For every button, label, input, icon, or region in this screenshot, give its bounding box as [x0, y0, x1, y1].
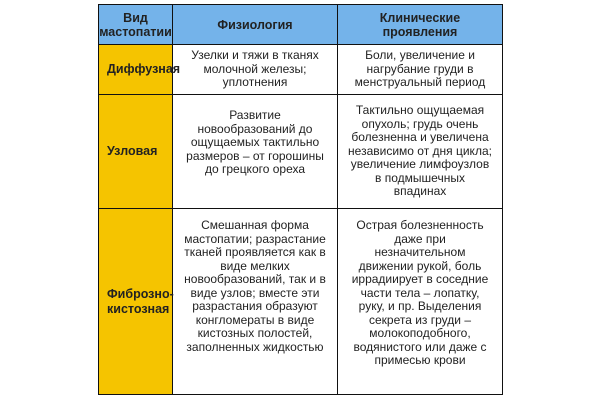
row-clinical-text: Острая болезненность даже при незначительном движении рукой, боль иррадиирует в соседние части тела – лопатку, руку, и пр. Выделения секрета из груди – молокоподобного, водянистого или даже с примесью крови	[351, 218, 489, 367]
header-physiology-label: Физиология	[217, 17, 293, 32]
header-physiology	[173, 5, 338, 45]
row-physiology-text: Узелки и тяжи в тканях молочной железы; уплотнения	[191, 48, 319, 90]
row-physiology-cell	[173, 95, 338, 209]
header-clinical-label: Клинические проявления	[379, 10, 461, 39]
row-type-label: Диффузная	[107, 62, 181, 76]
table-row	[99, 95, 503, 209]
row-type-cell	[99, 95, 173, 209]
mastopathy-table	[98, 4, 503, 395]
mastopathy-table-container	[98, 4, 502, 394]
header-clinical	[338, 5, 503, 45]
row-clinical-text: Тактильно ощущаемая опухоль; грудь очень болезненна и увеличена независимо от дня цикла; увеличение лимфоузлов в подмышечных впадинах	[348, 103, 492, 199]
row-physiology-text: Развитие новообразований до ощущаемых тактильно размеров – от горошины до грецкого ореха	[186, 108, 324, 176]
row-type-label: Узловая	[107, 144, 158, 158]
row-physiology-text: Смешанная форма мастопатии; разрастание тканей проявляется как в виде мелких новообразований, так и в виде узлов; вместе эти разрастания образуют конгломераты в виде кистозных полостей, заполненных жидкостью	[184, 218, 326, 354]
row-type-label: Фиброзно- кистозная	[107, 286, 174, 316]
row-clinical-text: Боли, увеличение и нагрубание груди в менструальный период	[354, 48, 486, 90]
row-type-cell	[99, 209, 173, 395]
row-type-cell	[99, 45, 181, 95]
row-clinical-cell	[338, 209, 503, 395]
header-type	[99, 5, 173, 45]
row-clinical-cell	[338, 95, 503, 209]
header-type-label: Вид мастопатии	[99, 10, 172, 39]
row-clinical-cell	[338, 45, 503, 95]
table-row	[99, 45, 503, 95]
table-row	[99, 209, 503, 395]
row-physiology-cell	[173, 209, 338, 395]
row-physiology-cell	[173, 45, 338, 95]
table-header-row	[99, 5, 503, 45]
